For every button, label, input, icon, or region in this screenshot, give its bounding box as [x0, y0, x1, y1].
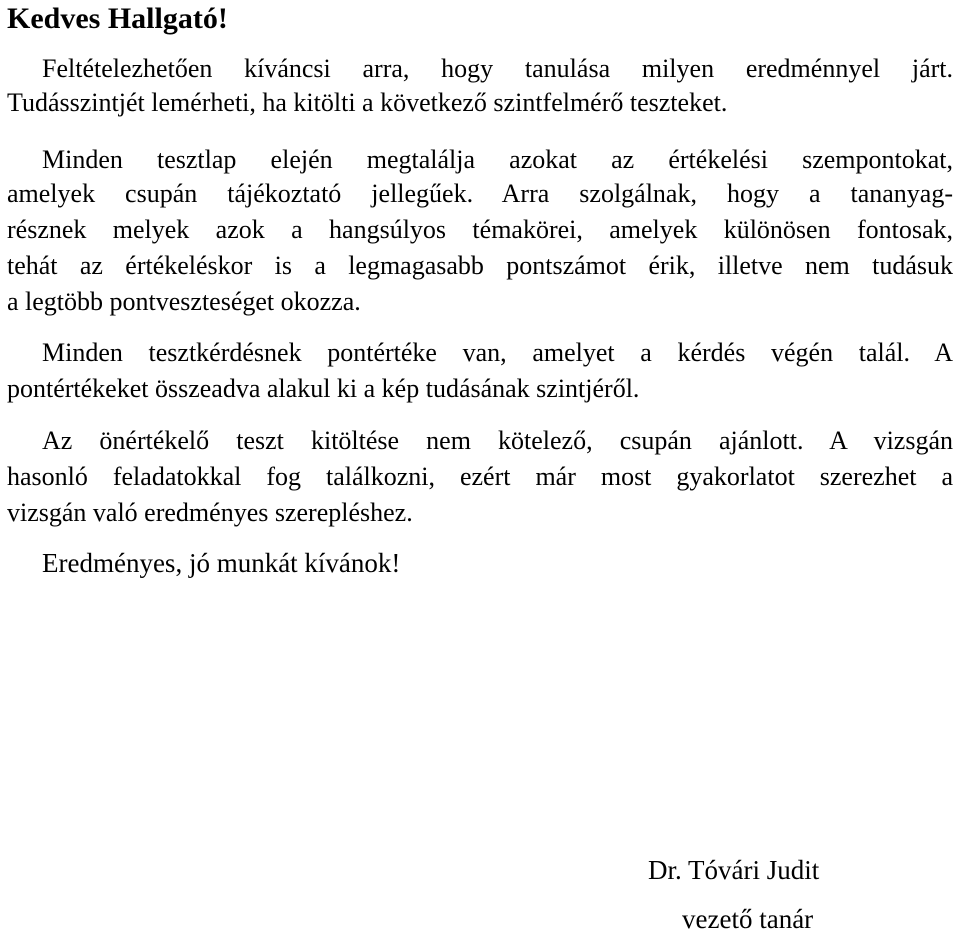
paragraph-1-line-2: Tudásszintjét lemérheti, ha kitölti a következő szintfelmérő teszteket. [7, 88, 728, 117]
paragraph-2-line-2: amelyek csupán tájékoztató jellegűek. Arra szolgálnak, hogy a tananyag- [7, 179, 953, 208]
signature-title: vezető tanár [682, 904, 814, 934]
paragraph-3-line-1: Minden tesztkérdésnek pontértéke van, amelyet a kérdés végén talál. A [42, 338, 953, 367]
paragraph-2-line-3: résznek melyek azok a hangsúlyos témakörei, amelyek különösen fontosak, [7, 215, 953, 244]
paragraph-4-line-2: hasonló feladatokkal fog találkozni, ezért már most gyakorlatot szerezhet a [7, 462, 953, 491]
paragraph-2-line-1: Minden tesztlap elején megtalálja azokat az értékelési szempontokat, [42, 145, 953, 174]
letter-closing: Eredményes, jó munkát kívánok! [42, 548, 401, 578]
paragraph-2-line-5: a legtöbb pontveszteséget okozza. [7, 287, 361, 316]
paragraph-2-line-4: tehát az értékeléskor is a legmagasabb pontszámot érik, illetve nem tudásuk [7, 251, 953, 280]
paragraph-1-line-1: Feltételezhetően kíváncsi arra, hogy tanulása milyen eredménnyel járt. [42, 54, 953, 83]
letter-greeting: Kedves Hallgató! [7, 2, 228, 35]
paragraph-3-line-2: pontértékeket összeadva alakul ki a kép tudásának szintjéről. [7, 374, 640, 403]
paragraph-4-line-1: Az önértékelő teszt kitöltése nem kötelező, csupán ajánlott. A vizsgán [42, 426, 953, 455]
paragraph-4-line-3: vizsgán való eredményes szerepléshez. [7, 498, 413, 527]
signature-name: Dr. Tóvári Judit [648, 855, 820, 885]
